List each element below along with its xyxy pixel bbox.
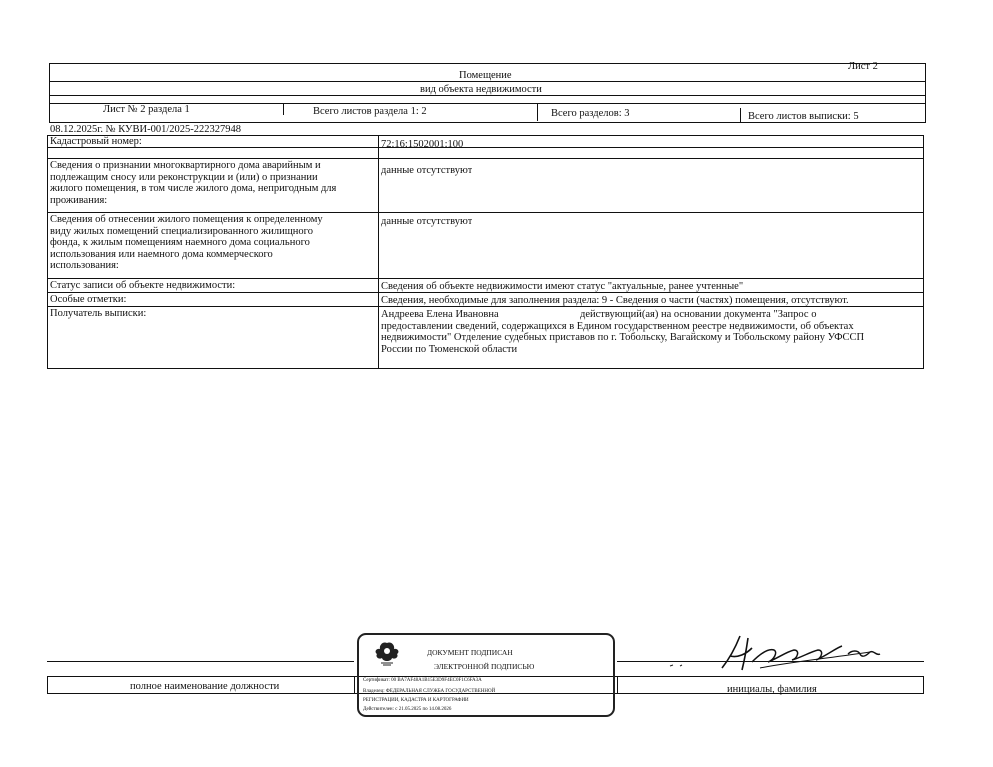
row-label: Особые отметки:: [50, 294, 127, 305]
sheet-of-section: Лист № 2 раздела 1: [103, 104, 190, 115]
cadastral-label: Кадастровый номер:: [50, 136, 142, 147]
cadastral-number: 72:16:1502001:100: [381, 139, 464, 150]
total-sections: Всего разделов: 3: [551, 108, 630, 119]
initials-label: инициалы, фамилия: [727, 684, 817, 695]
sheet-label: Лист 2: [848, 61, 878, 72]
position-label: полное наименование должности: [130, 681, 280, 692]
row-label: Сведения об отнесении жилого помещения к определенному виду жилых помещений специализированного жилищного фонда, к жилым помещениям наемного дома социального использования или наемного дома коммерческого использования:: [50, 214, 323, 271]
row-label: Получатель выписки:: [50, 308, 147, 319]
row-value: данные отсутствуют: [381, 165, 473, 176]
row-value: Сведения об объекте недвижимости имеют статус "актуальные, ранее учтенные": [381, 281, 744, 292]
stamp-owner-cont: РЕГИСТРАЦИИ, КАДАСТРА И КАРТОГРАФИИ: [363, 698, 469, 703]
total-sheets-section: Всего листов раздела 1: 2: [313, 106, 427, 117]
stamp-title: ДОКУМЕНТ ПОДПИСАН: [427, 648, 513, 657]
handwritten-signature: [660, 628, 900, 678]
row-value: Сведения, необходимые для заполнения раздела: 9 - Сведения о части (частях) помещения, отсутствуют.: [381, 295, 849, 306]
row-label: Статус записи об объекте недвижимости:: [50, 280, 236, 291]
stamp-validity: Действителен: с 21.05.2025 по 14.08.2026: [363, 707, 452, 712]
total-sheets-extract: Всего листов выписки: 5: [748, 111, 859, 122]
emblem-icon: [371, 639, 403, 667]
object-title: Помещение: [459, 70, 512, 81]
row-value: данные отсутствуют: [381, 216, 473, 227]
object-type-subtitle: вид объекта недвижимости: [420, 84, 542, 95]
stamp-certificate: Сертификат: 00 BA7AF48A1B15E3D9F4EC0F1C6FA3A: [363, 678, 482, 683]
extract-reference: 08.12.2025г. № КУВИ-001/2025-222327948: [50, 124, 241, 135]
row-value: Андреева Елена Ивановна действующий(ая) на основании документа "Запрос о предоставлении сведений, содержащихся в Едином государственном реестре недвижимости, об объектах недвижимости" Отделение судебных приставов по г. Тобольску, Вагайскому и Тобольскому району УФССП России по Тюменской области: [381, 309, 865, 355]
stamp-owner: Владелец: ФЕДЕРАЛЬНАЯ СЛУЖБА ГОСУДАРСТВЕННОЙ: [363, 689, 496, 694]
stamp-subtitle: ЭЛЕКТРОННОЙ ПОДПИСЬЮ: [434, 662, 535, 671]
electronic-signature-stamp: [357, 633, 615, 717]
row-label: Сведения о признании многоквартирного дома аварийным и подлежащим сносу или реконструкции и (или) о признании жилого помещения, в том числе жилого дома, непригодным для проживания:: [50, 160, 337, 206]
